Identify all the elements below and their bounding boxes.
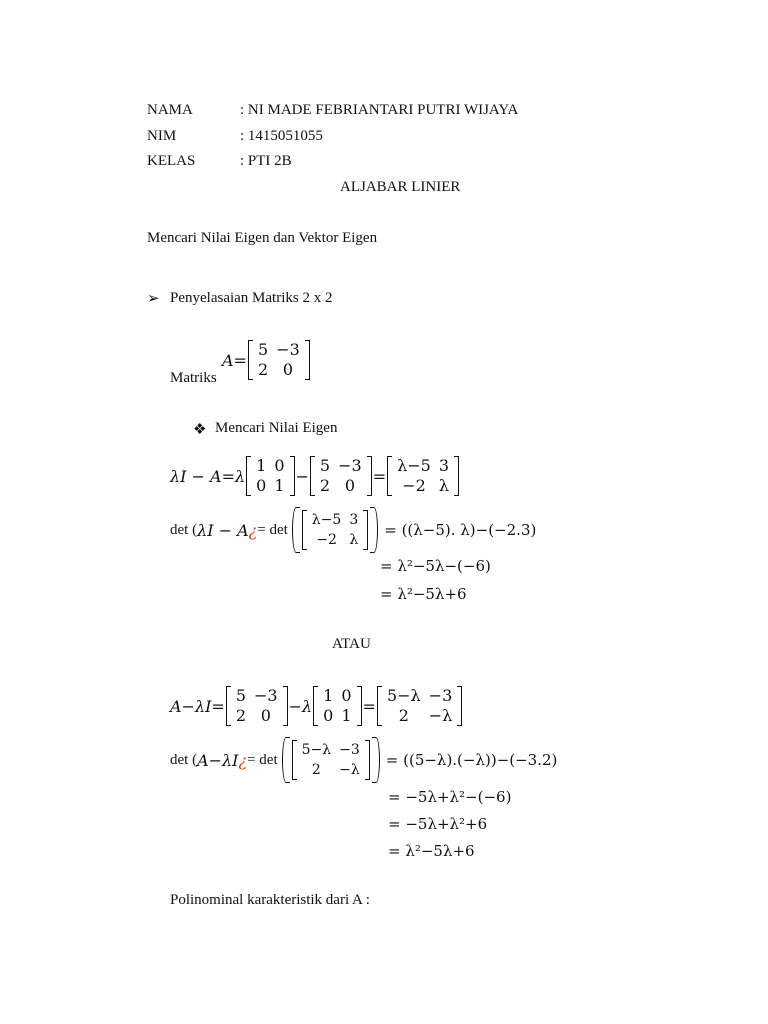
- matrix-cell: λ−5: [311, 512, 342, 528]
- matrix-a-lhs: A=: [222, 350, 247, 370]
- nim-value: : 1415051055: [240, 128, 323, 144]
- matrix-cell: 0: [341, 686, 352, 705]
- det1-rhs: = ((λ−5). λ)−(−2.3): [384, 521, 537, 539]
- matrix-cell: 3: [349, 512, 359, 528]
- det2-glyph: ¿: [238, 750, 248, 770]
- matrix-cell: −3: [338, 456, 362, 475]
- det2-step-2: = −5λ+λ²+6: [388, 815, 488, 833]
- matrix-cell: 1: [341, 706, 352, 725]
- matrix-definition: [222, 340, 311, 380]
- matrix-label: Matriks: [170, 370, 217, 386]
- matrix-cell: −2: [402, 476, 426, 495]
- matrix-cell: λ: [438, 476, 449, 495]
- det2-expr: A−λI: [197, 750, 239, 770]
- det1-mid: = det: [257, 521, 288, 538]
- identity-matrix: [246, 456, 294, 496]
- matrix-a: [226, 686, 288, 726]
- det2-mid: = det: [247, 751, 278, 768]
- det1-matrix: [302, 510, 368, 550]
- matrix-a: [248, 340, 310, 380]
- matrix-cell: 2: [319, 476, 331, 495]
- matrix-cell: λ: [349, 532, 359, 548]
- result-matrix: [377, 686, 462, 726]
- eq2-equals: =: [362, 696, 376, 716]
- matrix-cell: λ−5: [397, 456, 431, 475]
- det1-glyph: ¿: [248, 520, 258, 540]
- result-matrix: [387, 456, 459, 496]
- eq2-lhs: A−λI=: [170, 696, 225, 716]
- matrix-cell: 2: [311, 762, 321, 778]
- matrix-cell: 2: [257, 360, 269, 379]
- matrix-cell: −λ: [339, 762, 360, 778]
- matrix-cell: 5−λ: [301, 742, 332, 758]
- matrix-cell: −3: [254, 686, 278, 705]
- matrix-cell: −2: [316, 532, 337, 548]
- det1-step-2: = λ²−5λ+6: [380, 585, 467, 603]
- matrix-cell: 0: [256, 476, 267, 495]
- det1-expr: λI − A: [197, 520, 249, 540]
- equation-a-minus-lambda-i: [170, 686, 463, 726]
- matrix-cell: 0: [260, 706, 271, 725]
- matrix-cell: 0: [344, 476, 355, 495]
- det2-matrix: [292, 740, 370, 780]
- det2-prefix: det (: [170, 751, 198, 768]
- section-title: Penyelasaian Matriks 2 x 2: [170, 290, 333, 306]
- characteristic-polynomial-text: Polinominal karakteristik dari A :: [170, 892, 370, 908]
- course-title: ALJABAR LINIER: [340, 179, 461, 195]
- matrix-cell: 5: [235, 686, 247, 705]
- equation-lambda-i-minus-a: [170, 456, 460, 496]
- eq1-minus: −: [295, 466, 309, 486]
- matrix-cell: 0: [274, 456, 285, 475]
- identity-matrix: [313, 686, 361, 726]
- subsection-title: Mencari Nilai Eigen: [215, 420, 338, 436]
- matrix-cell: −3: [428, 686, 453, 705]
- det2-parentheses: [282, 740, 380, 780]
- matrix-cell: 2: [398, 706, 409, 725]
- eq1-lhs: λI − A=λ: [170, 466, 246, 486]
- nim-label: NIM: [147, 128, 177, 144]
- matrix-cell: 0: [323, 706, 334, 725]
- matrix-cell: −3: [276, 340, 300, 359]
- matrix-cell: 5: [257, 340, 269, 359]
- matrix-cell: 3: [438, 456, 450, 475]
- det1-parentheses: [292, 510, 378, 550]
- matrix-cell: 1: [274, 476, 285, 495]
- nama-label: NAMA: [147, 102, 193, 118]
- det1-prefix: det (: [170, 521, 198, 538]
- nama-value: : NI MADE FEBRIANTARI PUTRI WIJAYA: [240, 102, 519, 118]
- matrix-cell: 1: [323, 686, 334, 705]
- matrix-cell: 1: [256, 456, 267, 475]
- arrow-bullet-icon: ➢: [147, 291, 160, 307]
- diamond-bullet-icon: ❖: [193, 422, 207, 438]
- eq2-minus-lambda: −λ: [288, 696, 313, 716]
- matrix-cell: −3: [339, 742, 360, 758]
- matrix-a: [310, 456, 372, 496]
- det2-rhs: = ((5−λ).(−λ))−(−3.2): [385, 751, 558, 769]
- matrix-cell: 5−λ: [386, 686, 421, 705]
- atau-separator: ATAU: [332, 636, 371, 652]
- matrix-cell: 0: [282, 360, 294, 379]
- intro-heading: Mencari Nilai Eigen dan Vektor Eigen: [147, 230, 378, 246]
- determinant-line-2: [170, 740, 557, 780]
- det2-step-3: = λ²−5λ+6: [388, 842, 475, 860]
- kelas-value: : PTI 2B: [240, 153, 292, 169]
- matrix-cell: −λ: [428, 706, 453, 725]
- det2-step-1: = −5λ+λ²−(−6): [388, 788, 512, 806]
- eq1-equals: =: [372, 466, 387, 486]
- matrix-cell: 5: [319, 456, 331, 475]
- kelas-label: KELAS: [147, 153, 196, 169]
- det1-step-1: = λ²−5λ−(−6): [380, 557, 491, 575]
- matrix-cell: 2: [235, 706, 247, 725]
- determinant-line-1: [170, 510, 536, 550]
